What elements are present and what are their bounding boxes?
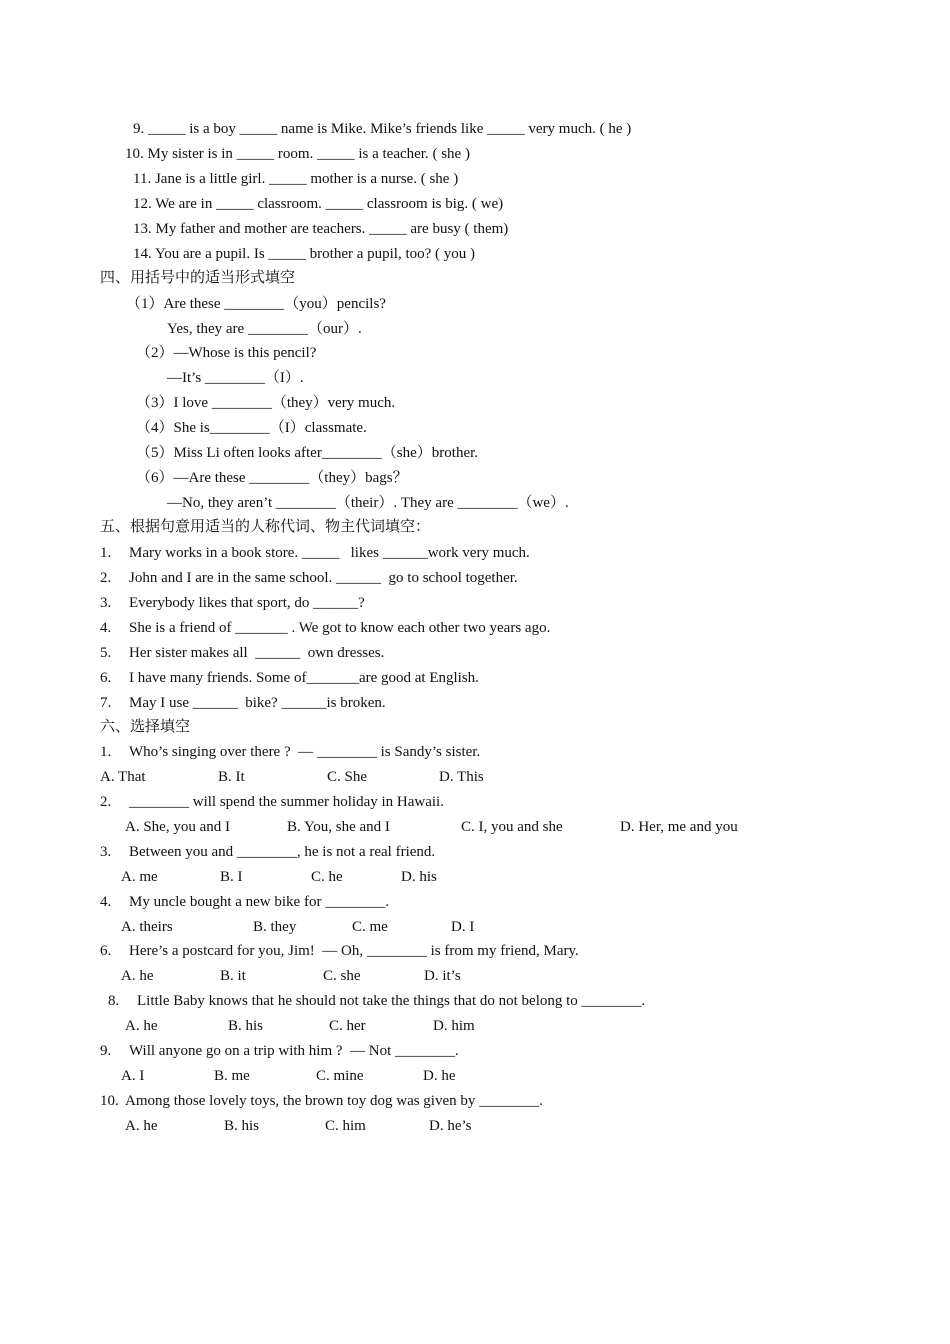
section-heading: 六、选择填空 — [100, 719, 191, 735]
question-number: 8. — [108, 993, 120, 1009]
question-text: My uncle bought a new bike for ________. — [129, 894, 389, 910]
question-text: Who’s singing over there ? — ________ is Sandy’s sister. — [129, 744, 481, 760]
option-c: C. She — [327, 769, 368, 785]
exercise-item: 14. You are a pupil. Is _____ brother a pupil, too? ( you ) — [133, 246, 476, 262]
option-a: A. She, you and I — [125, 819, 230, 835]
option-c: C. him — [325, 1118, 366, 1134]
exercise-item: 10. My sister is in _____ room. _____ is a teacher. ( she ) — [125, 146, 470, 162]
option-d: D. it’s — [424, 968, 461, 984]
exercise-line: —It’s ________（I）. — [167, 370, 304, 386]
option-b: B. it — [220, 968, 246, 984]
option-c: C. mine — [316, 1068, 364, 1084]
option-c: C. she — [323, 968, 361, 984]
exercise-line: Yes, they are ________（our）. — [167, 321, 362, 337]
option-c: C. me — [352, 919, 388, 935]
option-d: D. him — [433, 1018, 475, 1034]
item-number: 6. — [100, 670, 112, 686]
exercise-item: She is a friend of _______ . We got to know each other two years ago. — [129, 620, 551, 636]
question-number: 6. — [100, 943, 112, 959]
option-a: A. I — [121, 1068, 145, 1084]
exercise-line: （3）I love ________（they）very much. — [136, 395, 396, 411]
question-text: Among those lovely toys, the brown toy dog was given by ________. — [125, 1093, 543, 1109]
exercise-item: I have many friends. Some of_______are good at English. — [129, 670, 479, 686]
option-b: B. You, she and I — [287, 819, 390, 835]
option-b: B. It — [218, 769, 245, 785]
exercise-item: 13. My father and mother are teachers. _____ are busy ( them) — [133, 221, 509, 237]
exercise-line: （4）She is________（I）classmate. — [136, 420, 367, 436]
exercise-item: 12. We are in _____ classroom. _____ classroom is big. ( we) — [133, 196, 504, 212]
option-d: D. This — [439, 769, 484, 785]
option-c: C. he — [311, 869, 343, 885]
exercise-line: （5）Miss Li often looks after________（she）brother. — [136, 445, 479, 461]
exercise-item: 11. Jane is a little girl. _____ mother is a nurse. ( she ) — [133, 171, 459, 187]
question-number: 10. — [100, 1093, 119, 1109]
exercise-item: John and I are in the same school. ______ go to school together. — [129, 570, 518, 586]
option-b: B. his — [224, 1118, 260, 1134]
option-d: D. he — [423, 1068, 456, 1084]
option-a: A. he — [125, 1118, 158, 1134]
exercise-item: Her sister makes all ______ own dresses. — [129, 645, 385, 661]
option-d: D. Her, me and you — [620, 819, 738, 835]
option-a: A. me — [121, 869, 158, 885]
item-number: 2. — [100, 570, 112, 586]
option-c: C. I, you and she — [461, 819, 563, 835]
option-a: A. theirs — [121, 919, 173, 935]
exercise-item: 9. _____ is a boy _____ name is Mike. Mike’s friends like _____ very much. ( he ) — [133, 121, 632, 137]
exercise-line: —No, they aren’t ________（their）. They are ________（we）. — [167, 495, 569, 511]
item-number: 3. — [100, 595, 112, 611]
option-a: A. That — [100, 769, 146, 785]
exercise-line: （1）Are these ________（you）pencils? — [126, 296, 386, 312]
exercise-line: （6）—Are these ________（they）bags？ — [136, 470, 408, 486]
option-d: D. I — [451, 919, 475, 935]
item-number: 7. — [100, 695, 112, 711]
option-b: B. I — [220, 869, 243, 885]
question-number: 4. — [100, 894, 112, 910]
item-number: 5. — [100, 645, 112, 661]
option-a: A. he — [121, 968, 154, 984]
exercise-item: May I use ______ bike? ______is broken. — [129, 695, 386, 711]
item-number: 1. — [100, 545, 112, 561]
question-text: Will anyone go on a trip with him ? — Not ________. — [129, 1043, 459, 1059]
option-d: D. his — [401, 869, 437, 885]
exercise-item: Everybody likes that sport, do ______? — [129, 595, 365, 611]
question-text: Here’s a postcard for you, Jim! — Oh, ________ is from my friend, Mary. — [129, 943, 579, 959]
option-d: D. he’s — [429, 1118, 472, 1134]
option-b: B. they — [253, 919, 297, 935]
question-number: 9. — [100, 1043, 112, 1059]
option-b: B. his — [228, 1018, 264, 1034]
section-heading: 四、用括号中的适当形式填空 — [100, 270, 296, 286]
item-number: 4. — [100, 620, 112, 636]
option-c: C. her — [329, 1018, 366, 1034]
question-text: Little Baby knows that he should not take the things that do not belong to ________. — [137, 993, 646, 1009]
question-text: Between you and ________, he is not a real friend. — [129, 844, 436, 860]
exercise-line: （2）—Whose is this pencil? — [136, 345, 317, 361]
section-heading: 五、根据句意用适当的人称代词、物主代词填空： — [100, 519, 431, 535]
question-number: 2. — [100, 794, 112, 810]
option-a: A. he — [125, 1018, 158, 1034]
exercise-item: Mary works in a book store. _____ likes ______work very much. — [129, 545, 530, 561]
question-number: 1. — [100, 744, 112, 760]
question-text: ________ will spend the summer holiday in Hawaii. — [129, 794, 444, 810]
question-number: 3. — [100, 844, 112, 860]
option-b: B. me — [214, 1068, 250, 1084]
